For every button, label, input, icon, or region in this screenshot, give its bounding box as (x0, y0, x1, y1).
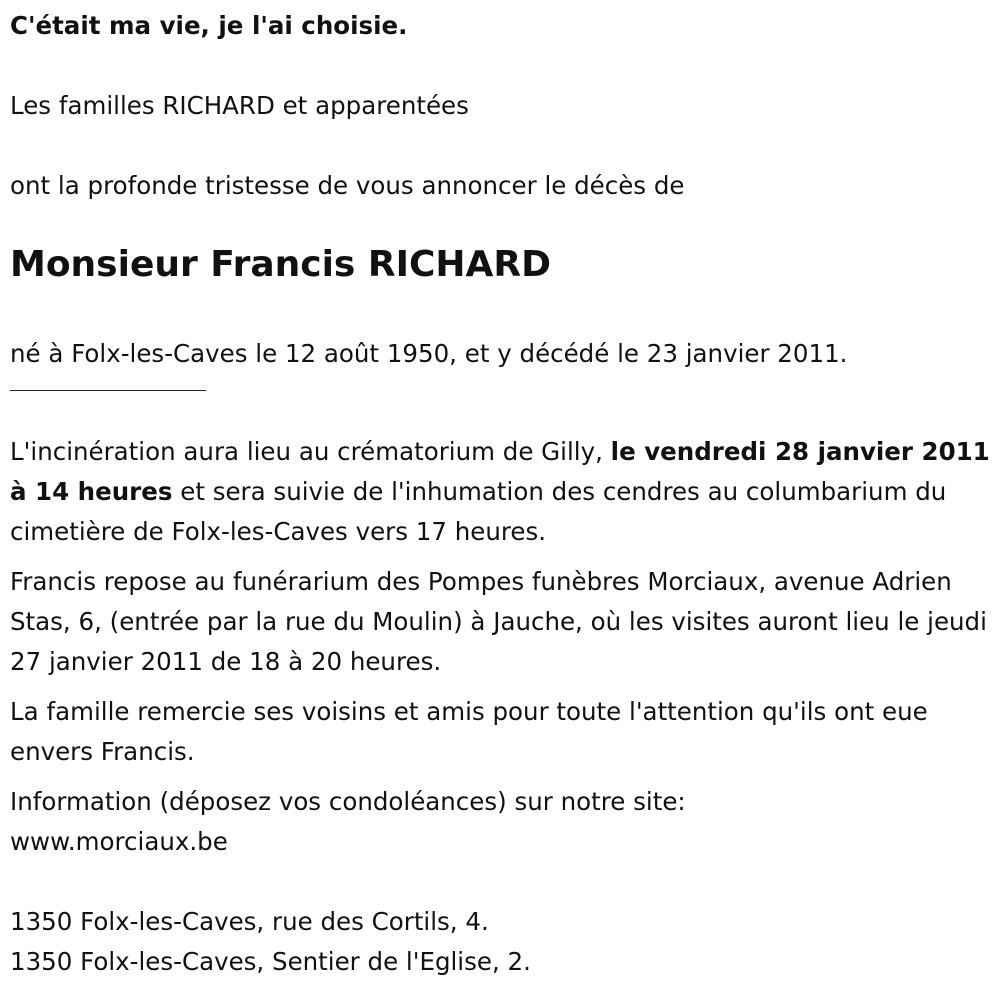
announcement-line: ont la profonde tristesse de vous annoncer le décès de (10, 171, 685, 200)
cremation-paragraph (10, 432, 990, 552)
epigraph: C'était ma vie, je l'ai choisie. (10, 11, 408, 40)
deceased-name: Monsieur Francis RICHARD (10, 244, 552, 285)
addresses (10, 902, 531, 982)
website-link[interactable]: www.morciaux.be (10, 827, 228, 856)
information-paragraph (10, 782, 990, 862)
thanks-paragraph: La famille remercie ses voisins et amis pour toute l'attention qu'ils ont eue envers Francis. (10, 697, 928, 766)
cremation-date: le vendredi 28 janvier 2011 à 14 heures (10, 437, 990, 506)
separator-line (10, 390, 206, 391)
birth-death-line: né à Folx-les-Caves le 12 août 1950, et y décédé le 23 janvier 2011. (10, 339, 848, 368)
cremation-text-start: L'incinération aura lieu au crématorium de Gilly, (10, 437, 611, 466)
address-line: 1350 Folx-les-Caves, Sentier de l'Eglise, 2. (10, 947, 531, 976)
families-line: Les familles RICHARD et apparentées (10, 91, 469, 120)
information-text: Information (déposez vos condoléances) sur notre site: (10, 787, 686, 816)
cremation-text-end: et sera suivie de l'inhumation des cendres au columbarium du cimetière de Folx-les-Caves vers 17 heures. (10, 477, 947, 546)
address-line: 1350 Folx-les-Caves, rue des Cortils, 4. (10, 907, 489, 936)
repose-paragraph: Francis repose au funérarium des Pompes funèbres Morciaux, avenue Adrien Stas, 6, (entrée par la rue du Moulin) à Jauche, où les visites auront lieu le jeudi 27 janvier 2011 de 18 à 20 heures. (10, 567, 987, 676)
